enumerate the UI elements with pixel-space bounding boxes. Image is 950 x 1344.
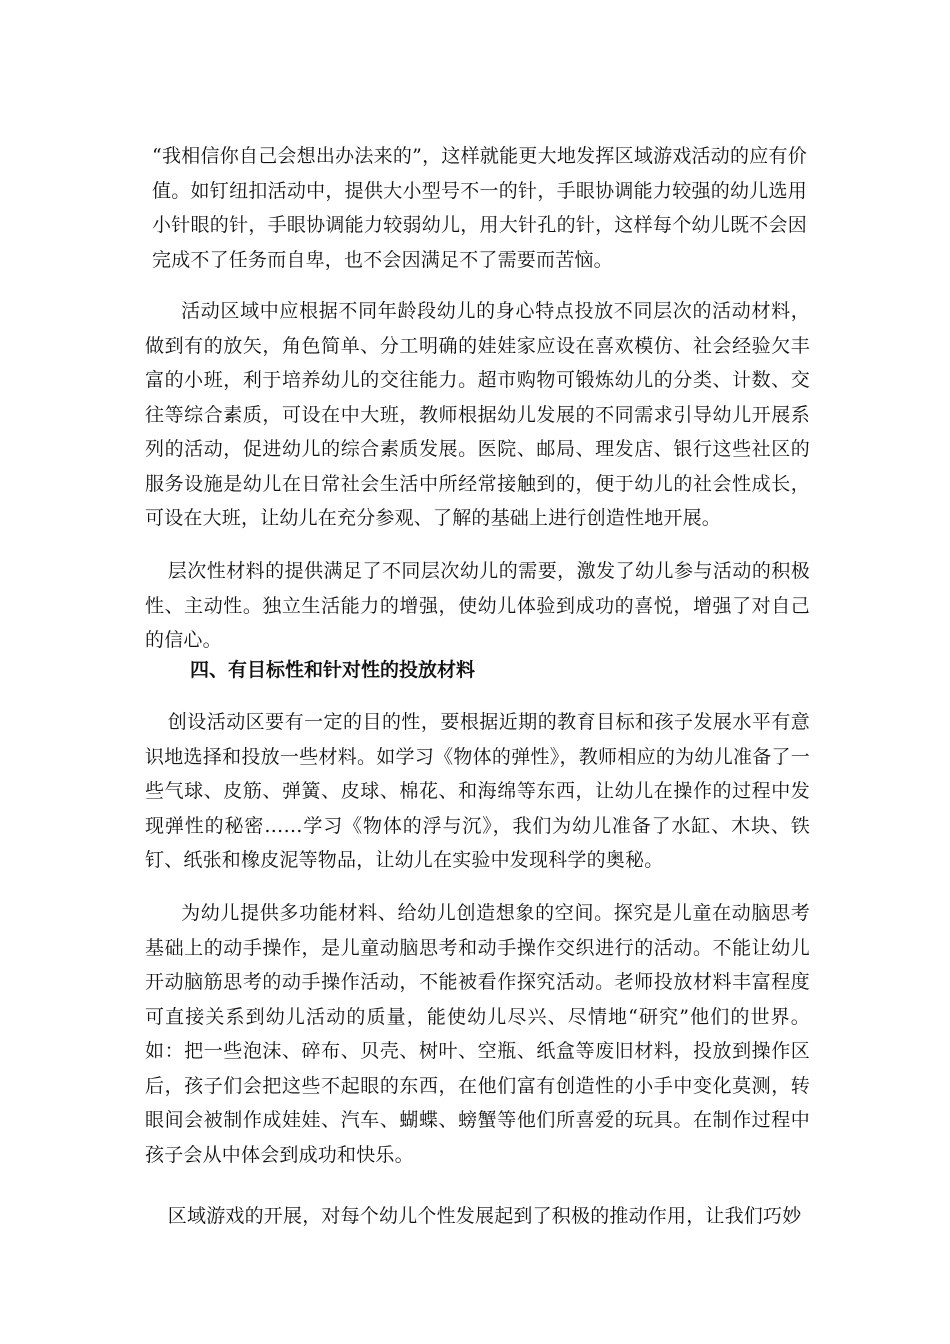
paragraph-multifunctional-materials: 为幼儿提供多功能材料、给幼儿创造想象的空间。探究是儿童在动脑思考基础上的动手操作，是儿童动脑思考和动手操作交织进行的活动。不能让幼儿开动脑筋思考的动手操作活动，不能被看作探究活动。老师投放材料丰富程度可直接关系到幼儿活动的质量，能使幼儿尽兴、尽情地“研究”他们的世界。如：把一些泡沫、碎布、贝壳、树叶、空瓶、纸盒等废旧材料，投放到操作区后，孩子们会把这些不起眼的东西，在他们富有创造性的小手中变化莫测，转眼间会被制作成娃娃、汽车、蝴蝶、螃蟹等他们所喜爱的玩具。在制作过程中孩子会从中体会到成功和快乐。 <box>145 902 810 1166</box>
paragraph-targeted-materials: 创设活动区要有一定的目的性，要根据近期的教育目标和孩子发展水平有意识地选择和投放一些材料。如学习《物体的弹性》，教师相应的为幼儿准备了一些气球、皮筋、弹簧、皮球、棉花、和海绵等东西，让幼儿在操作的过程中发现弹性的秘密……学习《物体的浮与沉》，我们为幼儿准备了水缸、木块、铁钉、纸张和橡皮泥等物品，让幼儿在实验中发现科学的奥秘。 <box>145 711 810 871</box>
paragraph-layered-materials: 层次性材料的提供满足了不同层次幼儿的需要，激发了幼儿参与活动的积极性、主动性。独立生活能力的增强，使幼儿体验到成功的喜悦，增强了对自己的信心。 <box>145 560 810 651</box>
section-heading-four: 四、有目标性和针对性的投放材料 <box>190 659 476 681</box>
paragraph-activity-areas: 活动区域中应根据不同年龄段幼儿的身心特点投放不同层次的活动材料，做到有的放矢，角色简单、分工明确的娃娃家应设在喜欢模仿、社会经验欠丰富的小班，利于培养幼儿的交往能力。超市购物可锻炼幼儿的分类、计数、交往等综合素质，可设在中大班，教师根据幼儿发展的不同需求引导幼儿开展系列的活动，促进幼儿的综合素质发展。医院、邮局、理发店、银行这些社区的服务设施是幼儿在日常社会生活中所经常接触到的，便于幼儿的社会性成长，可设在大班，让幼儿在充分参观、了解的基础上进行创造性地开展。 <box>145 300 810 529</box>
paragraph-intro: “我相信你自己会想出办法来的”，这样就能更大地发挥区域游戏活动的应有价值。如钉纽扣活动中，提供大小型号不一的针，手眼协调能力较强的幼儿选用小针眼的针，手眼协调能力较弱幼儿，用大针孔的针，这样每个幼儿既不会因完成不了任务而自卑，也不会因满足不了需要而苦恼。 <box>152 145 807 271</box>
paragraph-closing: 区域游戏的开展，对每个幼儿个性发展起到了积极的推动作用，让我们巧妙 <box>167 1205 802 1227</box>
